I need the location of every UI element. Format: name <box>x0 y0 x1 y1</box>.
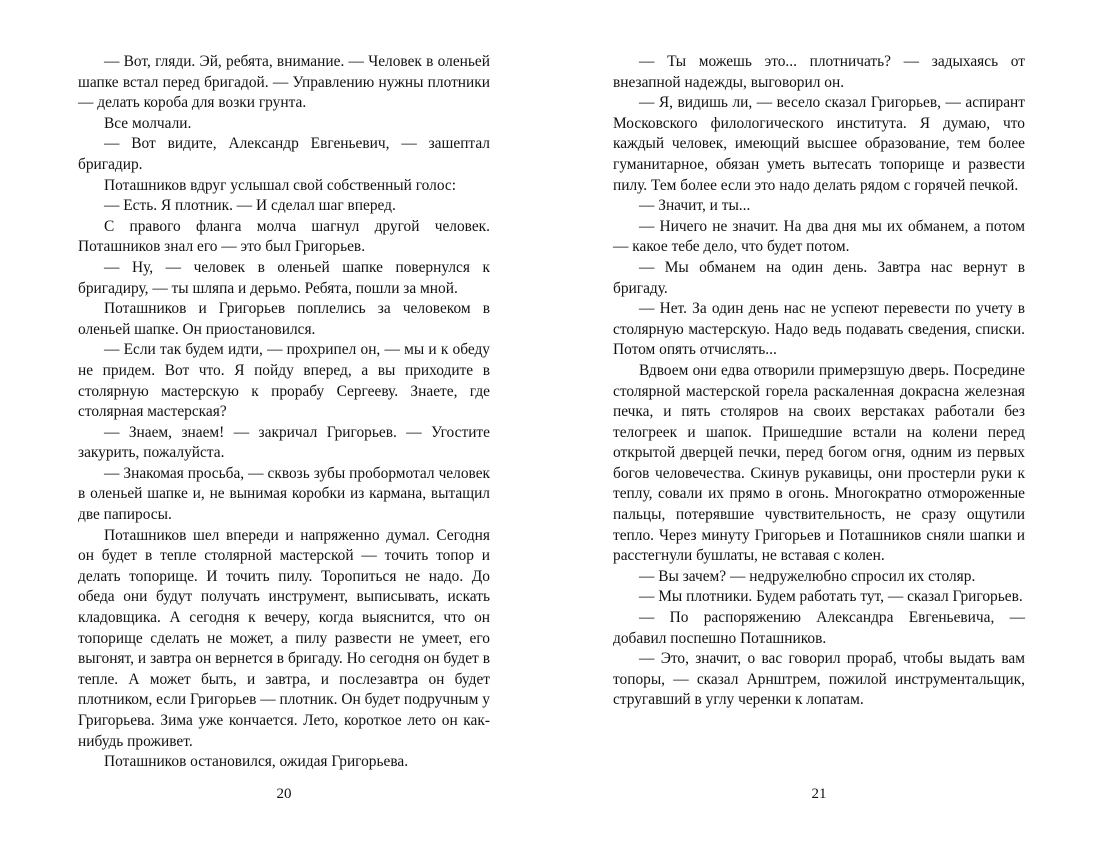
paragraph: — Знаем, знаем! — закричал Григорьев. — Угостите закурить, пожалуйста. <box>78 423 490 462</box>
paragraph: Все молчали. <box>104 114 192 132</box>
paragraph: — Вот, гляди. Эй, ребята, внимание. — Человек в оленьей шапке встал перед бригадой. — Управлению нужны плотники — делать короба для возки грунта. <box>78 53 490 112</box>
paragraph: Поташников вдруг услышал свой собственный голос: <box>104 176 457 194</box>
paragraph: — Я, видишь ли, — весело сказал Григорьев, — аспирант Московского филологического института. Я думаю, что каждый человек, имеющий высшее образование, тем более гуманитарное, обязан уметь вытесать топорище и развести пилу. Тем более если это надо делать рядом с горячей печкой. <box>613 94 1025 194</box>
paragraph: — Ничего не значит. На два дня мы их обманем, а потом — какое тебе дело, что будет потом. <box>613 217 1025 256</box>
page-number-left: 20 <box>276 786 292 802</box>
page-number-right: 21 <box>811 786 827 802</box>
paragraph: — Знакомая просьба, — сквозь зубы пробормотал человек в оленьей шапке и, не вынимая коробки из кармана, вытащил две папиросы. <box>78 464 490 524</box>
paragraph: С правого фланга молча шагнул другой человек. Поташников знал его — это был Григорьев. <box>78 217 490 256</box>
paragraph: Поташников шел впереди и напряженно думал. Сегодня он будет в тепле столярной мастерской — точить топор и делать топорище. И точить пилу. Торопиться не надо. До обеда они будут получать инструмент, выписывать, искать кладовщика. А сегодня к вечеру, когда выяснится, что он топорище сделать не может, а пилу развести не умеет, его выгонят, и завтра он вернется в бригаду. Но сегодня он будет в тепле. А может быть, и завтра, и послезавтра он будет плотником, если Григорьев — плотник. Он будет подручным у Григорьева. Зима уже кончается. Лето, короткое лето он как-нибудь проживет. <box>78 526 490 750</box>
paragraph: — Вот видите, Александр Евгеньевич, — зашептал бригадир. <box>78 135 490 173</box>
paragraph: — Значит, и ты... <box>639 197 751 215</box>
paragraph: — Ты можешь это... плотничать? — задыхаясь от внезапной надежды, выговорил он. <box>613 53 1025 91</box>
paragraph: — Ну, — человек в оленьей шапке повернулся к бригадиру, — ты шляпа и дерьмо. Ребята, пошли за мной. <box>78 258 490 297</box>
paragraph: Поташников и Григорьев поплелись за человеком в оленьей шапке. Он приостановился. <box>78 300 490 338</box>
paragraph: Вдвоем они едва отворили примерзшую дверь. Посредине столярной мастерской горела раскаленная докрасна железная печка, и пять столяров на своих верстаках работали без телогреек и шапок. Пришедшие встали на колени перед открытой дверцей печки, перед богом огня, одним из первых богов человечества. Скинув рукавицы, они простерли руки к теплу, совали их прямо в огонь. Многократно отмороженные пальцы, потерявшие чувствительность, не сразу ощутили тепло. Через минуту Григорьев и Поташников сняли шапки и расстегнули бушлаты, не вставая с колен. <box>613 361 1025 565</box>
paragraph: — Это, значит, о вас говорил прораб, чтобы выдать вам топоры, — сказал Арнштрем, пожилой инструментальщик, стругавший в углу черенки к лопатам. <box>613 650 1025 709</box>
paragraph: — Вы зачем? — недружелюбно спросил их столяр. <box>639 567 976 585</box>
paragraph: — Мы обманем на один день. Завтра нас вернут в бригаду. <box>613 258 1025 297</box>
paragraph: — Если так будем идти, — прохрипел он, — мы и к обеду не придем. Вот что. Я пойду вперед, а вы приходите в столярную мастерскую к прорабу Сергееву. Знаете, где столярная мастерская? <box>78 341 490 421</box>
paragraph: Поташников остановился, ожидая Григорьева. <box>104 753 409 771</box>
paragraph: — По распоряжению Александра Евгеньевича, — добавил поспешно Поташников. <box>613 609 1025 647</box>
paragraph: — Есть. Я плотник. — И сделал шаг вперед. <box>104 197 396 215</box>
paragraph: — Мы плотники. Будем работать тут, — сказал Григорьев. <box>639 588 1023 606</box>
left-page-text <box>78 52 490 773</box>
right-page-text <box>613 52 1025 711</box>
paragraph: — Нет. За один день нас не успеют перевести по учету в столярную мастерскую. Надо ведь подавать сведения, списки. Потом опять отчислять... <box>613 300 1025 359</box>
